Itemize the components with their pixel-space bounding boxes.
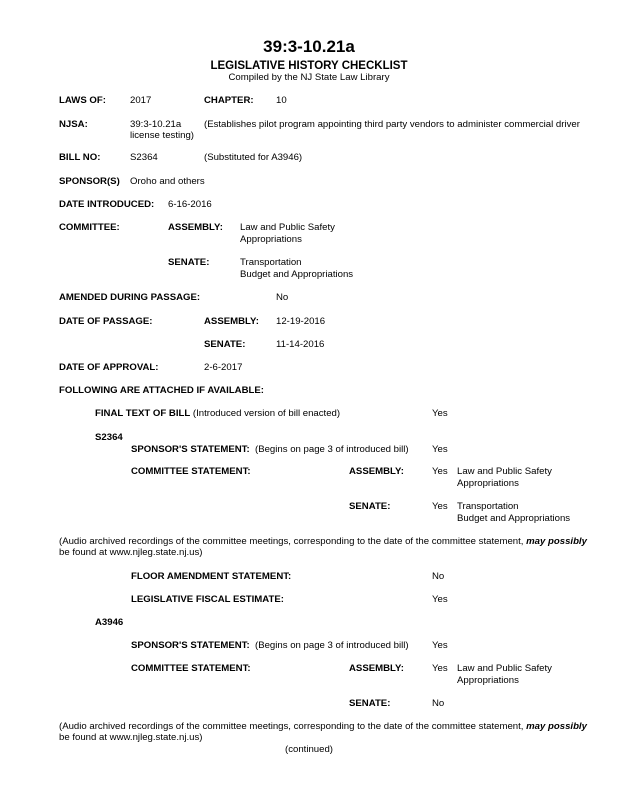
passage-senate-label: SENATE: xyxy=(204,339,246,350)
a3946-assembly-1: Law and Public Safety xyxy=(457,663,552,674)
bill-no-value: S2364 xyxy=(130,152,158,163)
audio-note-2-cont: be found at www.njleg.state.nj.us) xyxy=(59,732,203,743)
s2364-sponsor-row xyxy=(131,444,409,456)
passage-senate-value: 11-14-2016 xyxy=(276,339,325,350)
s2364-assembly-label: ASSEMBLY: xyxy=(349,466,404,477)
njsa-value: 39:3-10.21a xyxy=(130,119,182,130)
s2364-senate-1: Transportation xyxy=(457,501,519,512)
fiscal-estimate-value: Yes xyxy=(432,594,448,605)
continued-note: (continued) xyxy=(285,744,333,755)
date-of-approval-label: DATE OF APPROVAL: xyxy=(59,362,159,373)
committee-senate-2: Budget and Appropriations xyxy=(240,269,354,280)
s2364-committee-label: COMMITTEE STATEMENT: xyxy=(131,466,251,477)
chapter-label: CHAPTER: xyxy=(204,95,254,106)
date-introduced-value: 6-16-2016 xyxy=(168,199,212,210)
bill-no-label: BILL NO: xyxy=(59,152,101,163)
date-of-approval-value: 2-6-2017 xyxy=(204,362,243,373)
committee-label: COMMITTEE: xyxy=(59,222,120,233)
s2364-senate-value: Yes xyxy=(432,501,448,512)
njsa-label: NJSA: xyxy=(59,119,88,130)
a3946-sponsor-value: Yes xyxy=(432,640,448,651)
s2364-senate-2: Budget and Appropriations xyxy=(457,513,571,524)
audio-note-text: (Audio archived recordings of the committee meetings, corresponding to the date of the committee statement, xyxy=(59,721,527,732)
s2364-assembly-2: Appropriations xyxy=(457,478,519,489)
final-text-row xyxy=(95,408,340,420)
fiscal-estimate-label: LEGISLATIVE FISCAL ESTIMATE: xyxy=(131,594,284,605)
page-subtitle: LEGISLATIVE HISTORY CHECKLIST xyxy=(210,60,408,72)
a3946-heading: A3946 xyxy=(95,617,124,628)
laws-of-value: 2017 xyxy=(130,95,152,106)
final-text-label: FINAL TEXT OF BILL xyxy=(95,408,191,419)
compiled-by: Compiled by the NJ State Law Library xyxy=(228,72,390,83)
passage-assembly-label: ASSEMBLY: xyxy=(204,316,259,327)
a3946-sponsor-label: SPONSOR'S STATEMENT: xyxy=(131,640,250,651)
a3946-assembly-value: Yes xyxy=(432,663,448,674)
attached-heading: FOLLOWING ARE ATTACHED IF AVAILABLE: xyxy=(59,385,264,396)
amended-value: No xyxy=(276,292,289,303)
a3946-senate-label: SENATE: xyxy=(349,698,391,709)
final-text-value: Yes xyxy=(432,408,448,419)
s2364-assembly-value: Yes xyxy=(432,466,448,477)
a3946-senate-value: No xyxy=(432,698,445,709)
s2364-heading: S2364 xyxy=(95,432,123,443)
audio-note-emphasis: may possibly xyxy=(526,721,587,732)
a3946-committee-label: COMMITTEE STATEMENT: xyxy=(131,663,251,674)
amended-label: AMENDED DURING PASSAGE: xyxy=(59,292,201,303)
audio-note-text: (Audio archived recordings of the committee meetings, corresponding to the date of the committee statement, xyxy=(59,536,527,547)
s2364-assembly-1: Law and Public Safety xyxy=(457,466,552,477)
a3946-assembly-label: ASSEMBLY: xyxy=(349,663,404,674)
committee-senate-label: SENATE: xyxy=(168,257,210,268)
audio-note-1-cont: be found at www.njleg.state.nj.us) xyxy=(59,547,203,558)
audio-note-emphasis: may possibly xyxy=(526,536,587,547)
committee-assembly-2: Appropriations xyxy=(240,234,302,245)
date-introduced-label: DATE INTRODUCED: xyxy=(59,199,155,210)
s2364-sponsor-note: (Begins on page 3 of introduced bill) xyxy=(255,444,409,455)
final-text-note: (Introduced version of bill enacted) xyxy=(192,408,341,419)
njsa-description: (Establishes pilot program appointing third party vendors to administer commercial driver xyxy=(204,119,580,130)
date-of-passage-label: DATE OF PASSAGE: xyxy=(59,316,153,327)
a3946-sponsor-row xyxy=(131,640,409,652)
s2364-senate-label: SENATE: xyxy=(349,501,391,512)
committee-senate-1: Transportation xyxy=(240,257,302,268)
passage-assembly-value: 12-19-2016 xyxy=(276,316,326,327)
chapter-value: 10 xyxy=(276,95,287,106)
page-title: 39:3-10.21a xyxy=(263,37,355,56)
a3946-sponsor-note: (Begins on page 3 of introduced bill) xyxy=(255,640,409,651)
njsa-description-cont: license testing) xyxy=(130,130,194,141)
sponsors-label: SPONSOR(S) xyxy=(59,176,120,187)
sponsors-value: Oroho and others xyxy=(130,176,205,187)
laws-of-label: LAWS OF: xyxy=(59,95,106,106)
bill-no-note: (Substituted for A3946) xyxy=(204,152,303,163)
s2364-sponsor-label: SPONSOR'S STATEMENT: xyxy=(131,444,250,455)
a3946-assembly-2: Appropriations xyxy=(457,675,519,686)
committee-assembly-label: ASSEMBLY: xyxy=(168,222,223,233)
floor-amendment-value: No xyxy=(432,571,445,582)
floor-amendment-label: FLOOR AMENDMENT STATEMENT: xyxy=(131,571,292,582)
committee-assembly-1: Law and Public Safety xyxy=(240,222,335,233)
s2364-sponsor-value: Yes xyxy=(432,444,448,455)
